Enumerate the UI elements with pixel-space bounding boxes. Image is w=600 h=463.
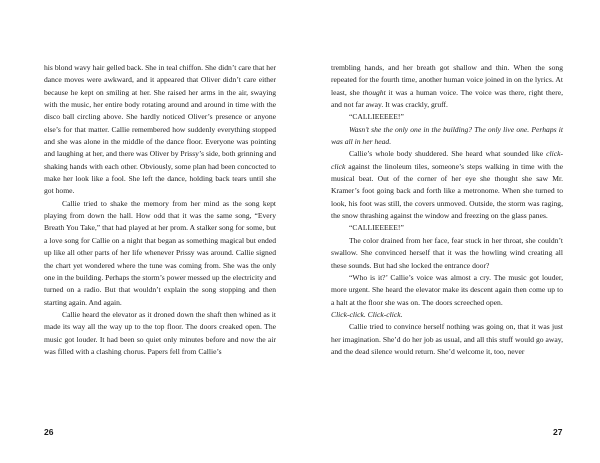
- paragraph: “Who is it?’ Callie’s voice was almost a cry. The music got louder, more urgent. She heard the elevator make its descent again then come up to a halt at the floor she was on. The doors screeched open.: [331, 272, 563, 307]
- page-number-left: 26: [44, 427, 54, 437]
- paragraph: The color drained from her face, fear stuck in her throat, she couldn’t swallow. She convinced herself that it was the howling wind creating all these sounds. But had she locked the entrance door?: [331, 235, 563, 270]
- paragraph: Callie heard the elevator as it droned down the shaft then whined as it made its way all the way up to the top floor. The doors creaked open. The music got louder. It had been so quiet only minutes before and now the air was filled with a clashing chorus. Papers fell from Callie’s: [44, 309, 276, 356]
- italic-text: Click-click. Click-click.: [331, 309, 403, 319]
- paragraph: [331, 148, 563, 222]
- paragraph: Callie tried to shake the memory from her mind as the song kept playing from down the hall. How odd that it was the same song, “Every Breath You Take,” that had played at her prom. A stalker song for some, but a love song for Callie on a night that began as something magical but ended up like all other parts of her life whenever Prissy was around. Callie signed the chart yet wondered where the tune was coming from. She was the only one in the building. Perhaps the storm’s power messed up the electricity and turned on a radio. But that wouldn’t explain the song stopping and then starting again. And again.: [44, 198, 276, 307]
- italic-text: click-click: [331, 149, 563, 171]
- paragraph: “CALLIEEEEE!”: [349, 223, 404, 233]
- text-run: Callie’s whole body shuddered. She heard what sounded like: [349, 149, 547, 159]
- text-run: it was a human voice. The voice was there, right there, and not far away. It was crackly, gruff.: [331, 87, 563, 110]
- page-number-right: 27: [553, 427, 563, 437]
- paragraph: his blond wavy hair gelled back. She in teal chiffon. She didn’t care that her dance moves were awkward, and it appeared that Oliver didn’t care either because he kept on smiling at her. She raised her arms in the air, swaying with the music, her entire body rotating around and around in time with the disco ball circling above. She hardly noticed Oliver’s presence or anyone else’s for that matter. Callie remembered how suddenly everything stopped and she was alone in the middle of the dance floor. Everyone was pointing and laughing at her, and there was Oliver by Prissy’s side, both grinning and shaking hands with each other. Obviously, some plan had been concocted to make her look like a fool. She left the dance, holding back tears until she got home.: [44, 63, 276, 196]
- right-page: [331, 62, 563, 358]
- italic-paragraph: [331, 124, 563, 149]
- paragraph: “CALLIEEEEE!”: [349, 112, 404, 122]
- italic-paragraph: [331, 309, 563, 321]
- italic-text: Wasn’t she the only one in the building? The only live one. Perhaps it was all in her head.: [331, 124, 563, 147]
- paragraph: Callie tried to convince herself nothing was going on, that it was just her imagination. She’d do her job as usual, and all this stuff would go away, and the dead silence would return. She’d welcome it, too, never: [331, 322, 563, 356]
- italic-text: thought: [362, 87, 386, 97]
- paragraph: [331, 62, 563, 111]
- left-page: [44, 62, 276, 358]
- text-run: against the linoleum tiles, someone’s steps walking in time with the musical beat. Out of the corner of her eye she thought she saw Mr. Kramer’s foot going back and forth like a metronome. When she turned to look, his foot was still, the covers unmoved. Outside, the storm was raging, the snow thrashing against the window and freezing on the glass panes.: [331, 161, 563, 221]
- text-run: trembling hands, and her breath got shallow and thin. When the song repeated for the fourth time, another human voice joined in on the lyrics. At least, she: [331, 63, 563, 97]
